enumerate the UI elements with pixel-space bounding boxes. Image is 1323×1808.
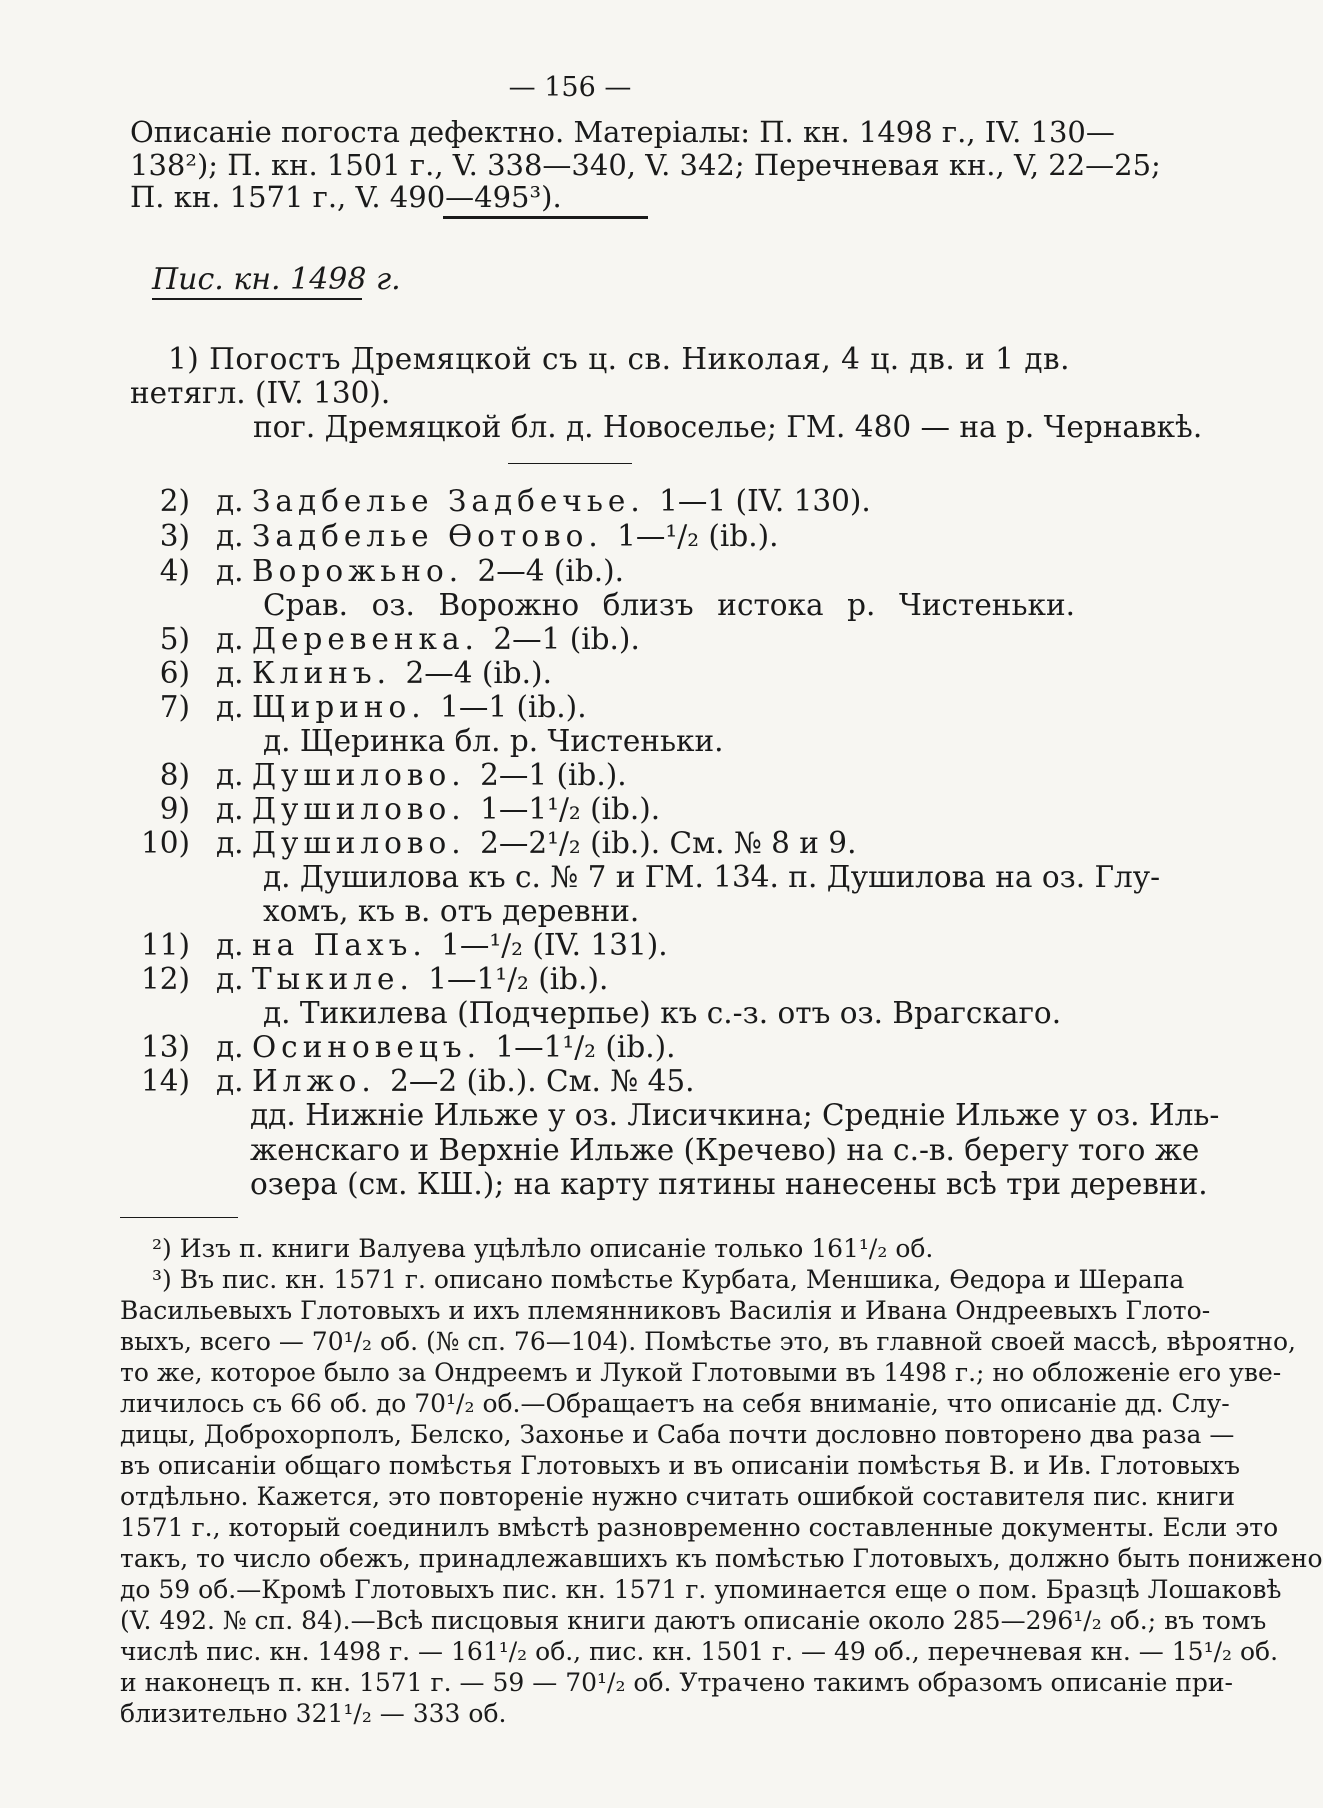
- footnote-3-line: дицы, Доброхорполъ, Белско, Захонье и Саба почти дословно повторено два раза —: [120, 1420, 1235, 1449]
- entry-prefix: д.: [216, 962, 244, 996]
- entry-number: 7): [159, 690, 190, 724]
- entry-14-note-line-1: дд. Нижніе Ильже у оз. Лисичкина; Средніе Ильже у оз. Иль-: [250, 1098, 1220, 1132]
- intro-line-1: Описаніе погоста дефектно. Матеріалы: П. кн. 1498 г., IV. 130—: [130, 115, 1115, 149]
- entry-prefix: д.: [216, 826, 244, 860]
- footnote-divider: [120, 1217, 238, 1218]
- entry-1-line-1: 1) Погостъ Дремяцкой съ ц. св. Николая, 4 ц. дв. и 1 дв.: [168, 342, 1070, 376]
- entry-1-note: пог. Дремяцкой бл. д. Новоселье; ГМ. 480 — на р. Чернавкѣ.: [253, 410, 1203, 444]
- entry-10-note-line-1: д. Душилова къ с. № 7 и ГМ. 134. п. Душилова на оз. Глу-: [263, 860, 1161, 894]
- entry-number: 11): [140, 928, 190, 962]
- entry-number: 12): [140, 962, 190, 996]
- footnote-3-line: (V. 492. № сп. 84).—Всѣ писцовыя книги даютъ описаніе около 285—296¹/₂ об.; въ томъ: [120, 1606, 1267, 1635]
- entry-name: Деревенка. 2—1 (ib.).: [252, 622, 640, 656]
- footnote-3-line: Васильевыхъ Глотовыхъ и ихъ племянниковъ Василія и Ивана Ондреевыхъ Глото-: [120, 1296, 1211, 1325]
- entry-1-line-2: нетягл. (IV. 130).: [130, 376, 391, 410]
- entry-7-note: д. Щеринка бл. р. Чистеньки.: [263, 724, 724, 758]
- entry-prefix: д.: [216, 484, 244, 518]
- footnote-3-line: и наконецъ п. кн. 1571 г. — 59 — 70¹/₂ об. Утрачено такимъ образомъ описаніе при-: [120, 1668, 1233, 1697]
- entry-number: 3): [159, 519, 190, 553]
- entry-name: Задбелье Задбечье. 1—1 (IV. 130).: [252, 484, 871, 518]
- entry-number: 14): [140, 1064, 190, 1098]
- entry-prefix: д.: [216, 519, 244, 553]
- entry-prefix: д.: [216, 1064, 244, 1098]
- footnote-3-line: 1571 г., который соединилъ вмѣстѣ разновременно составленные документы. Если это: [120, 1513, 1279, 1542]
- page-number: — 156 —: [508, 72, 632, 103]
- entry-prefix: д.: [216, 758, 244, 792]
- footnote-3-line: то же, которое было за Ондреемъ и Лукой Глотовыми въ 1498 г.; но обложеніе его уве-: [120, 1358, 1282, 1387]
- entry-name: Душилово. 2—1 (ib.).: [252, 758, 627, 792]
- entry-name: Тыкиле. 1—1¹/₂ (ib.).: [252, 962, 609, 996]
- footnote-2: ²) Изъ п. книги Валуева уцѣлѣло описаніе только 161¹/₂ об.: [152, 1234, 934, 1263]
- entry-name: Щирино. 1—1 (ib.).: [252, 690, 587, 724]
- entry-prefix: д.: [216, 622, 244, 656]
- entry-divider: [508, 463, 632, 464]
- entry-number: 8): [159, 758, 190, 792]
- entry-number: 10): [140, 826, 190, 860]
- entry-10-note-line-2: хомъ, къ в. отъ деревни.: [263, 894, 640, 928]
- entry-14-note-line-2: женскаго и Верхніе Ильже (Кречево) на с.-в. берегу того же: [250, 1133, 1200, 1167]
- entry-name: Душилово. 1—1¹/₂ (ib.).: [252, 792, 661, 826]
- entry-name: Задбелье Ѳотово. 1—¹/₂ (ib.).: [252, 519, 779, 553]
- entry-number: 2): [159, 484, 190, 518]
- entry-prefix: д.: [216, 792, 244, 826]
- entry-number: 5): [159, 622, 190, 656]
- entry-number: 6): [159, 656, 190, 690]
- entry-prefix: д.: [216, 928, 244, 962]
- entry-prefix: д.: [216, 554, 244, 588]
- section-divider: [443, 216, 648, 219]
- entry-prefix: д.: [216, 1030, 244, 1064]
- entry-number: 9): [159, 792, 190, 826]
- footnote-3-line: выхъ, всего — 70¹/₂ об. (№ сп. 76—104). Помѣстье это, въ главной своей массѣ, вѣроятно,: [120, 1327, 1296, 1356]
- entry-prefix: д.: [216, 690, 244, 724]
- footnote-3-line: личилось съ 66 об. до 70¹/₂ об.—Обращаетъ на себя вниманіе, что описаніе дд. Слу-: [120, 1389, 1230, 1418]
- footnote-3-line: числѣ пис. кн. 1498 г. — 161¹/₂ об., пис. кн. 1501 г. — 49 об., перечневая кн. — 15¹/₂ об.: [120, 1637, 1279, 1666]
- entry-name: Осиновецъ. 1—1¹/₂ (ib.).: [252, 1030, 676, 1064]
- footnote-3-line: ³) Въ пис. кн. 1571 г. описано помѣстье Курбата, Меншика, Ѳедора и Шерапа: [152, 1265, 1185, 1294]
- entry-prefix: д.: [216, 656, 244, 690]
- footnote-3-line: близительно 321¹/₂ — 333 об.: [120, 1699, 507, 1728]
- entry-4-note: Срав. оз. Ворожно близъ истока р. Чистеньки.: [263, 588, 1075, 622]
- entry-number: 4): [159, 554, 190, 588]
- source-heading: Пис. кн. 1498 г.: [152, 262, 401, 297]
- footnote-3-line: до 59 об.—Кромѣ Глотовыхъ пис. кн. 1571 г. упоминается еще о пом. Бразцѣ Лошаковѣ: [120, 1575, 1282, 1604]
- entry-name: Душилово. 2—2¹/₂ (ib.). См. № 8 и 9.: [252, 826, 857, 860]
- entry-name: Илжо. 2—2 (ib.). См. № 45.: [252, 1064, 695, 1098]
- entry-name: Клинъ. 2—4 (ib.).: [252, 656, 552, 690]
- entry-name: Ворожьно. 2—4 (ib.).: [252, 554, 624, 588]
- footnote-3-line: такъ, то число обежъ, принадлежавшихъ къ помѣстью Глотовыхъ, должно быть понижено: [120, 1544, 1323, 1573]
- entry-12-note: д. Тикилева (Подчерпье) къ с.-з. отъ оз. Врагскаго.: [263, 996, 1062, 1030]
- intro-line-2: 138²); П. кн. 1501 г., V. 338—340, V. 342; Перечневая кн., V, 22—25;: [130, 148, 1161, 182]
- intro-line-3: П. кн. 1571 г., V. 490—495³).: [130, 180, 562, 214]
- entry-14-note-line-3: озера (см. КШ.); на карту пятины нанесены всѣ три деревни.: [250, 1167, 1208, 1201]
- source-underline: [152, 298, 362, 300]
- entry-name: на Пахъ. 1—¹/₂ (IV. 131).: [252, 928, 668, 962]
- entry-number: 13): [140, 1030, 190, 1064]
- footnote-3-line: отдѣльно. Кажется, это повтореніе нужно считать ошибкой составителя пис. книги: [120, 1482, 1236, 1511]
- footnote-3-line: въ описаніи общаго помѣстья Глотовыхъ и въ описаніи помѣстья В. и Ив. Глотовыхъ: [120, 1451, 1240, 1480]
